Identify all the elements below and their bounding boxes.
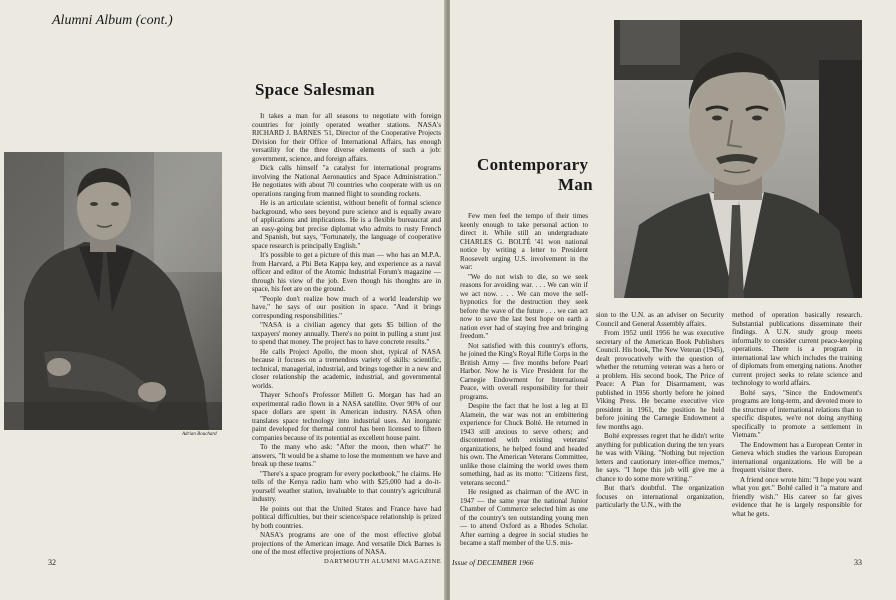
article-title-line2: Man: [558, 175, 593, 194]
article-col-1: [460, 212, 588, 549]
paragraph: Not satisfied with this country's efforts, he joined the King's Royal Rifle Corps in the British Army — five months before Pearl Harbor. Now he is Vice President for the Carnegie Endowment for International Peace, with overall responsibility for their programs.: [460, 341, 588, 401]
paragraph: NASA's programs are one of the most effective global projections of the American image. And versatile Dick Barnes is one of the most effective projections of NASA.: [252, 531, 441, 556]
paragraph: From 1952 until 1956 he was executive secretary of the American Book Publishers Council. His book, The New Veteran (1945), dealt provocatively with the question of whether the returning veteran was a hero or a problem. His second book, The Price of Peace: A Plan for Disarmament, was published in 1956 shortly before he joined Viking Press. He became executive vice president in 1961, the position he held before joining the Carnegie Endowment a few months ago.: [596, 329, 724, 431]
photo-credit: Adrian Bouchard: [182, 432, 217, 437]
paragraph: Few men feel the tempo of their times keenly enough to take personal action to direct it. While still an undergraduate CHARLES G. BOLTÉ '41 won national notice by writing a letter to President Roosevelt urging U.S. involvement in the war:: [460, 212, 588, 271]
magazine-name: DARTMOUTH ALUMNI MAGAZINE: [324, 558, 442, 565]
paragraph: A friend once wrote him: "I hope you want what you get." Bolté called it "a mature and friendly wish." His career so far gives evidence that he is largely responsible for what he gets.: [732, 475, 862, 518]
left-page: [0, 0, 446, 600]
paragraph: sion to the U.N. as an adviser on Security Council and General Assembly affairs.: [596, 311, 724, 328]
article-col-2: [596, 311, 724, 511]
paragraph: "We do not wish to die, so we seek reasons for avoiding war. . . . We can win if we act now. . . . We can move the self-hypnotics for the destruction they seek before the wave of the future . . . we can act now to save the last best hope on earth a nation ever had of staying free and bringing freedom.": [460, 272, 588, 340]
paragraph: He is an articulate scientist, without benefit of formal science background, who sees beyond pure science and is equally aware of applications and implications. He is a flexible bureaucrat and an easy-going but precise diplomat who admits to rusty French and Spanish, but says, "Fortunately, the language of cooperative space research is principally English.": [252, 199, 441, 250]
page-number-left: 32: [48, 558, 56, 567]
paragraph: He points out that the United States and France have had political difficulties, but their science/space relationship is prized by both countries.: [252, 504, 441, 530]
article-body: [252, 112, 441, 558]
paragraph: Dick calls himself "a catalyst for international programs involving the National Aeronautics and Space Administration." He negotiates with about 70 countries who cooperate with us on operations ranging from manned flight to sounding rockets.: [252, 164, 441, 198]
section-header: Alumni Album (cont.): [52, 13, 173, 28]
bolte-photo: [614, 20, 862, 298]
paragraph: To the many who ask: "After the moon, then what?" he answers, "It would be a shame to lose the momentum we have and break up these teams.": [252, 443, 441, 468]
seated-man-photo-icon: [4, 152, 222, 430]
paragraph: "People don't realize how much of a world leadership we have," he says of our position in space. "And it brings corresponding responsibilities.": [252, 294, 441, 320]
paragraph: It's possible to get a picture of this man — who has an M.P.A. from Harvard, a Phi Beta Kappa key, and experience as a naval officer and editor of the Atomic Industrial Forum's magazine — through his view of the job. Even though his thoughts are in space, his feet are on the ground.: [252, 251, 441, 293]
article-title-line1: Contemporary: [477, 155, 589, 174]
paragraph: Bolté expresses regret that he didn't write anything for publication during the ten years he was with Viking. "Nothing but rejection letters and cautionary inter-office memos," he says. "I hope this job will give me a chance to do some more writing.": [596, 432, 724, 483]
paragraph: Bolté says, "Since the Endowment's programs are long-term, and devoted more to the structure of international relations than to specific disputes, we're not doing anything specifically to promote a settlement in Vietnam.": [732, 388, 862, 439]
issue-date: Issue of DECEMBER 1966: [452, 558, 534, 567]
paragraph: He resigned as chairman of the AVC in 1947 — the same year the national Junior Chamber of Commerce selected him as one of the country's ten outstanding young men — to attend Oxford as a Rhodes Scholar. After earning a degree in social studies he became a staff member of the U.S. mis-: [460, 488, 588, 547]
paragraph: "There's a space program for every pocketbook," he claims. He tells of the Kenya radio ham who with $25,000 had a do-it-yourself weather station, invaluable to that country's agricultural industry.: [252, 469, 441, 503]
paragraph: But that's doubtful. The organization focuses on international organization, particularly the U.N., with the: [596, 484, 724, 509]
portrait-man-photo-icon: [614, 20, 862, 298]
page-number-right: 33: [854, 558, 862, 567]
paragraph: Thayer School's Professor Millett G. Morgan has had an experimental radio flown in a NASA satellite. Over 90% of our space dollars are spent in American industry. NASA often translates space technology into industrial uses. An inorganic paint developed for thermal control has been licensed to fifteen companies because of its potential as excellent house paint.: [252, 391, 441, 442]
article-col-3: [732, 311, 862, 519]
paragraph: method of operation basically research. Substantial publications disseminate their findings. A U.N. study group meets informally to consider current peace-keeping operations. There is a program in international law which includes the training of diplomats from emerging nations. Another current project seeks to relate science and technology to world affairs.: [732, 311, 862, 387]
paragraph: The Endowment has a European Center in Geneva which studies the various European international organizations. He will be a frequent visitor there.: [732, 440, 862, 474]
paragraph: "NASA is a civilian agency that gets $5 billion of the taxpayers' money annually. There's no point in pulling a stunt just to spend that money. The project has to have concrete results.": [252, 321, 441, 346]
barnes-photo: [4, 152, 222, 430]
article-title: Space Salesman: [255, 80, 375, 99]
right-page: [450, 0, 896, 600]
paragraph: Despite the fact that he lost a leg at El Alamein, the war was not an embittering experience for Chuck Bolté. He returned in 1943 still anxious to serve others; and discontented with existing veterans' organizations, he helped found and headed his own. The American Veterans Committee, unlike those claiming the world owes them something, had as its motto: "Citizens first, veterans second.": [460, 402, 588, 487]
paragraph: It takes a man for all seasons to negotiate with foreign countries for jointly operated weather stations. NASA's RICHARD J. BARNES '51, Director of the Cooperative Projects Division for their Office of International Affairs, has enough versatility for the three diverse elements of such a job: government, science, and foreign affairs.: [252, 112, 441, 163]
paragraph: He calls Project Apollo, the moon shot, typical of NASA because it focuses on a tremendous variety of skills: scientific, technical, managerial, industrial, and brings together in a new and closer relationship the academic, industrial, and governmental worlds.: [252, 347, 441, 390]
